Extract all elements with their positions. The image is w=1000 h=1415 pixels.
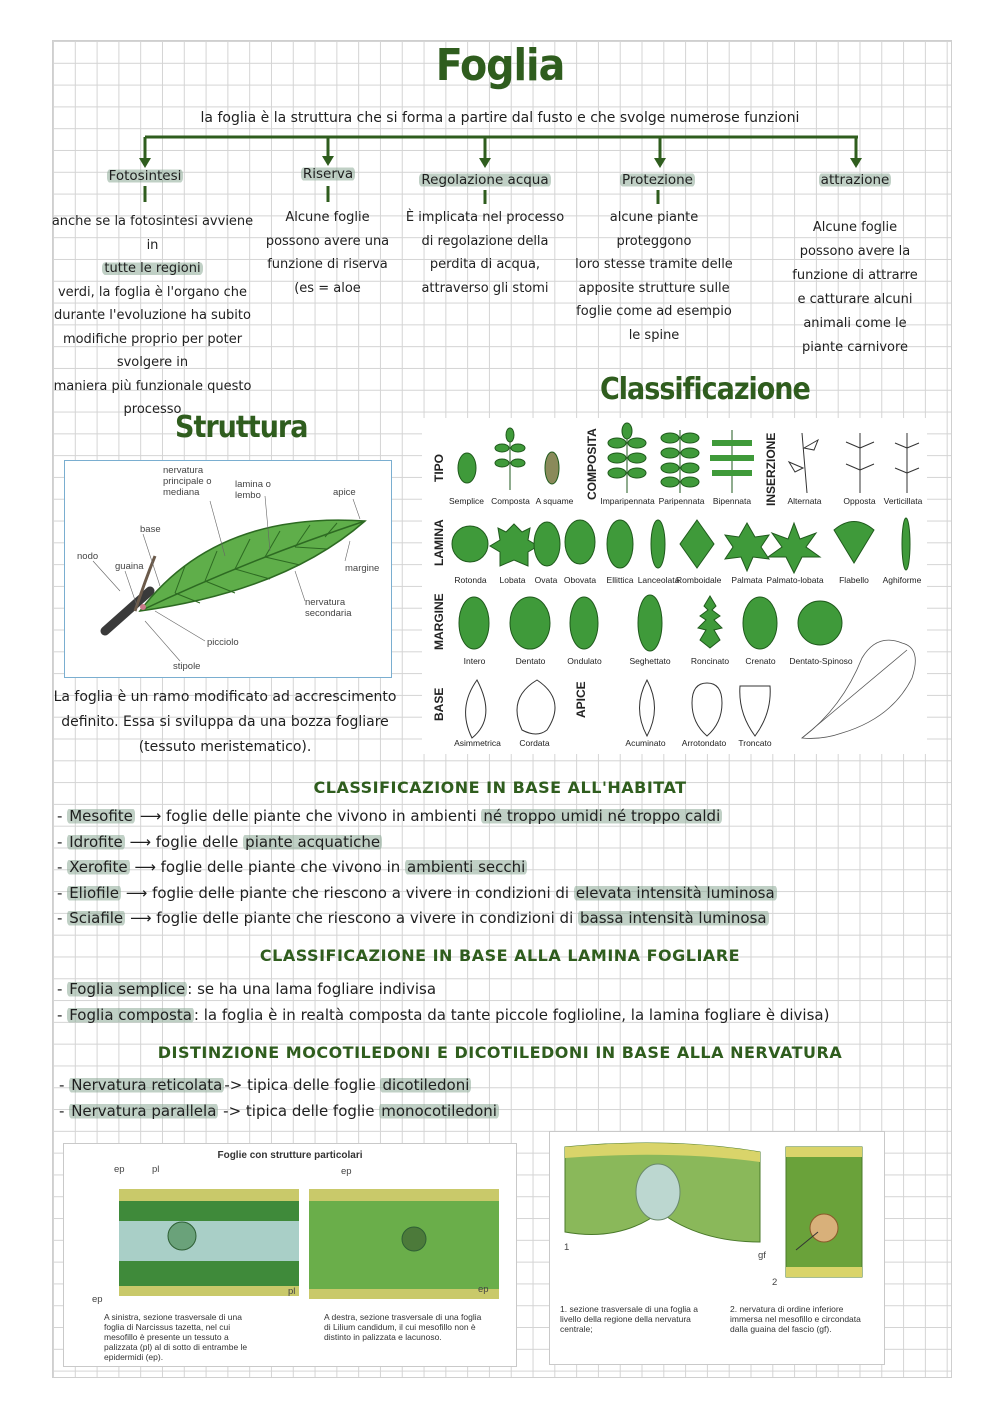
nervatura-item-reticolata: - Nervatura reticolata -> tipica delle foglie dicotiledoni — [59, 1076, 470, 1094]
label-ellittica: Ellittica — [606, 575, 634, 585]
label-ep-3: ep — [341, 1166, 352, 1177]
leaf-classification-chart — [422, 418, 927, 754]
label-margine: margine — [345, 563, 380, 574]
rowhead-composita: COMPOSITA — [585, 428, 599, 500]
page-subtitle: la foglia è la struttura che si forma a partire dal fusto e che svolge numerose funzioni — [200, 110, 800, 126]
rowhead-base: BASE — [432, 687, 446, 721]
rowhead-margine: MARGINE — [432, 593, 446, 650]
label-lanceolata: Lanceolata — [637, 575, 680, 585]
label-dentato: Dentato — [515, 656, 546, 666]
label-figure-1: 1 — [564, 1242, 570, 1253]
label-cordata: Cordata — [519, 738, 550, 748]
caption-nervatura-inferiore: 2. nervatura di ordine inferiore immersa nel mesofillo e circondata dalla guaina del fascio (gf). — [730, 1304, 861, 1334]
label-alternata: Alternata — [787, 496, 822, 506]
habitat-item-sciafile: - Sciafile ⟶ foglie delle piante che riescono a vivere in condizioni di bassa intensità luminosa — [57, 909, 767, 927]
branch-protezione: Protezione — [622, 172, 693, 188]
label-romboidale: Romboidale — [676, 575, 722, 585]
classificazione-title: Classificazione — [600, 372, 810, 407]
label-bipennata: Bipennata — [712, 496, 752, 506]
habitat-list — [57, 804, 937, 932]
label-palmata: Palmata — [731, 575, 763, 585]
label-nervatura-principale: nervatura principale o mediana — [163, 465, 212, 498]
label-intero: Intero — [463, 656, 486, 666]
label-flabello: Flabello — [839, 575, 869, 585]
label-picciolo: picciolo — [207, 637, 239, 648]
struttura-title: Struttura — [175, 410, 308, 445]
branch-attrazione: attrazione — [820, 172, 890, 188]
label-lamina: lamina o lembo — [235, 479, 271, 501]
regolazione-text: È implicata nel processo di regolazione della perdita di acqua, attraverso gli stomi — [405, 210, 565, 296]
branch-riserva: Riserva — [302, 166, 354, 182]
label-dentato-spinoso: Dentato-Spinoso — [789, 656, 853, 666]
riserva-text: Alcune foglie possono avere una funzione di riserva (es = aloe — [265, 210, 390, 296]
label-asimmetrica: Asimmetrica — [454, 738, 501, 748]
leaf-structure-figure — [64, 460, 392, 678]
label-pl-1: pl — [152, 1164, 160, 1175]
label-verticillata: Verticillata — [883, 496, 923, 506]
label-nervatura-secondaria: nervatura secondaria — [305, 597, 352, 619]
label-aghiforme: Aghiforme — [882, 575, 922, 585]
habitat-item-xerofite: - Xerofite ⟶ foglie delle piante che vivono in ambienti secchi — [57, 858, 526, 876]
label-obovata: Obovata — [563, 575, 597, 585]
label-ep-2: ep — [92, 1294, 103, 1305]
label-base: base — [140, 524, 161, 535]
label-paripennata: Paripennata — [658, 496, 705, 506]
label-gf: gf — [758, 1250, 766, 1261]
nervatura-title: DISTINZIONE MOCOTILEDONI E DICOTILEDONI IN BASE ALLA NERVATURA — [157, 1043, 843, 1062]
habitat-item-idrofite: - Idrofite ⟶ foglie delle piante acquatiche — [57, 832, 381, 851]
label-semplice: Semplice — [449, 496, 484, 506]
caption-nervatura-centrale: 1. sezione trasversale di una foglia a livello della regione della nervatura centrale; — [560, 1304, 698, 1334]
label-acuminato: Acuminato — [625, 738, 666, 748]
label-palmato-lobata: Palmato-lobata — [766, 575, 824, 585]
label-stipole: stipole — [173, 661, 201, 672]
label-arrotondato: Arrotondato — [681, 738, 727, 748]
label-ovata: Ovata — [534, 575, 558, 585]
rowhead-lamina: LAMINA — [432, 519, 446, 566]
label-roncinato: Roncinato — [690, 656, 730, 666]
lamina-item-composta: - Foglia composta : la foglia è in realtà composta da tante piccole foglioline, la lamina fogliare è divisa) — [57, 1006, 830, 1024]
branch-regolazione-acqua: Regolazione acqua — [421, 172, 549, 188]
leaf-nervature-figure — [549, 1131, 885, 1365]
label-ep-1: ep — [114, 1164, 125, 1175]
fotosintesi-text: anche se la fotosintesi avviene in tutte le regioni verdi, la foglia è l'organo che durante l'evoluzione ha subito modifiche proprio per poter svolgere in maniera più funzionale questo processo — [51, 214, 254, 417]
struttura-description: La foglia è un ramo modificato ad accrescimento definito. Essa si sviluppa da una bozza fogliare (tessuto meristematico). — [53, 689, 397, 755]
lamina-list — [57, 976, 937, 1028]
habitat-title: CLASSIFICAZIONE IN BASE ALL'HABITAT — [313, 778, 687, 797]
habitat-item-mesofite: - Mesofite ⟶ foglie delle piante che vivono in ambienti né troppo umidi né troppo caldi — [57, 807, 721, 825]
label-opposta: Opposta — [843, 496, 876, 506]
special-leaves-figure — [63, 1143, 517, 1367]
nervatura-item-parallela: - Nervatura parallela -> tipica delle foglie monocotiledoni — [59, 1102, 497, 1120]
label-composta: Composta — [491, 496, 530, 506]
special-leaves-title: Foglie con strutture particolari — [217, 1150, 363, 1161]
rowhead-inserzione: INSERZIONE — [764, 432, 778, 506]
caption-narcissus: A sinistra, sezione trasversale di una foglia di Narcissus tazetta, nel cui mesofillo è presente un tessuto a palizzata (pl) al di sotto di entrambe le epidermidi (ep). — [104, 1312, 248, 1362]
protezione-text: alcune piante proteggono loro stesse tramite delle apposite strutture sulle foglie come ad esempio le spine — [575, 210, 733, 343]
label-troncato: Troncato — [738, 738, 772, 748]
lamina-item-semplice: - Foglia semplice : se ha una lama fogliare indivisa — [57, 980, 437, 998]
rowhead-tipo: TIPO — [432, 453, 446, 482]
label-rotonda: Rotonda — [454, 575, 487, 585]
branch-fotosintesi: Fotosintesi — [108, 168, 182, 184]
rowhead-apice: APICE — [574, 681, 588, 718]
attrazione-text: Alcune foglie possono avere la funzione di attrarre e catturare alcuni animali come le piante carnivore — [792, 220, 918, 355]
label-nodo: nodo — [77, 551, 99, 562]
nervatura-list — [59, 1072, 939, 1124]
leaf-shapes — [422, 418, 927, 754]
label-imparipennata: Imparipennata — [600, 496, 655, 506]
habitat-item-eliofile: - Eliofile ⟶ foglie delle piante che riescono a vivere in condizioni di elevata intensità luminosa — [57, 883, 775, 902]
page-title: Foglia — [435, 40, 565, 91]
caption-lilium: A destra, sezione trasversale di una foglia di Lilium candidum, il cui mesofillo non è distinto in palizzata e lacunoso. — [324, 1312, 482, 1342]
label-ep-4: ep — [478, 1284, 489, 1295]
label-lobata: Lobata — [499, 575, 526, 585]
label-apice: apice — [333, 487, 356, 498]
label-seghettato: Seghettato — [629, 656, 671, 666]
label-guaina: guaina — [115, 561, 144, 572]
lamina-title: CLASSIFICAZIONE IN BASE ALLA LAMINA FOGLIARE — [259, 946, 741, 965]
label-figure-2: 2 — [772, 1277, 778, 1288]
label-pl-2: pl — [288, 1286, 296, 1297]
label-ondulato: Ondulato — [567, 656, 602, 666]
label-a-squame: A squame — [535, 496, 574, 506]
label-crenato: Crenato — [745, 656, 776, 666]
